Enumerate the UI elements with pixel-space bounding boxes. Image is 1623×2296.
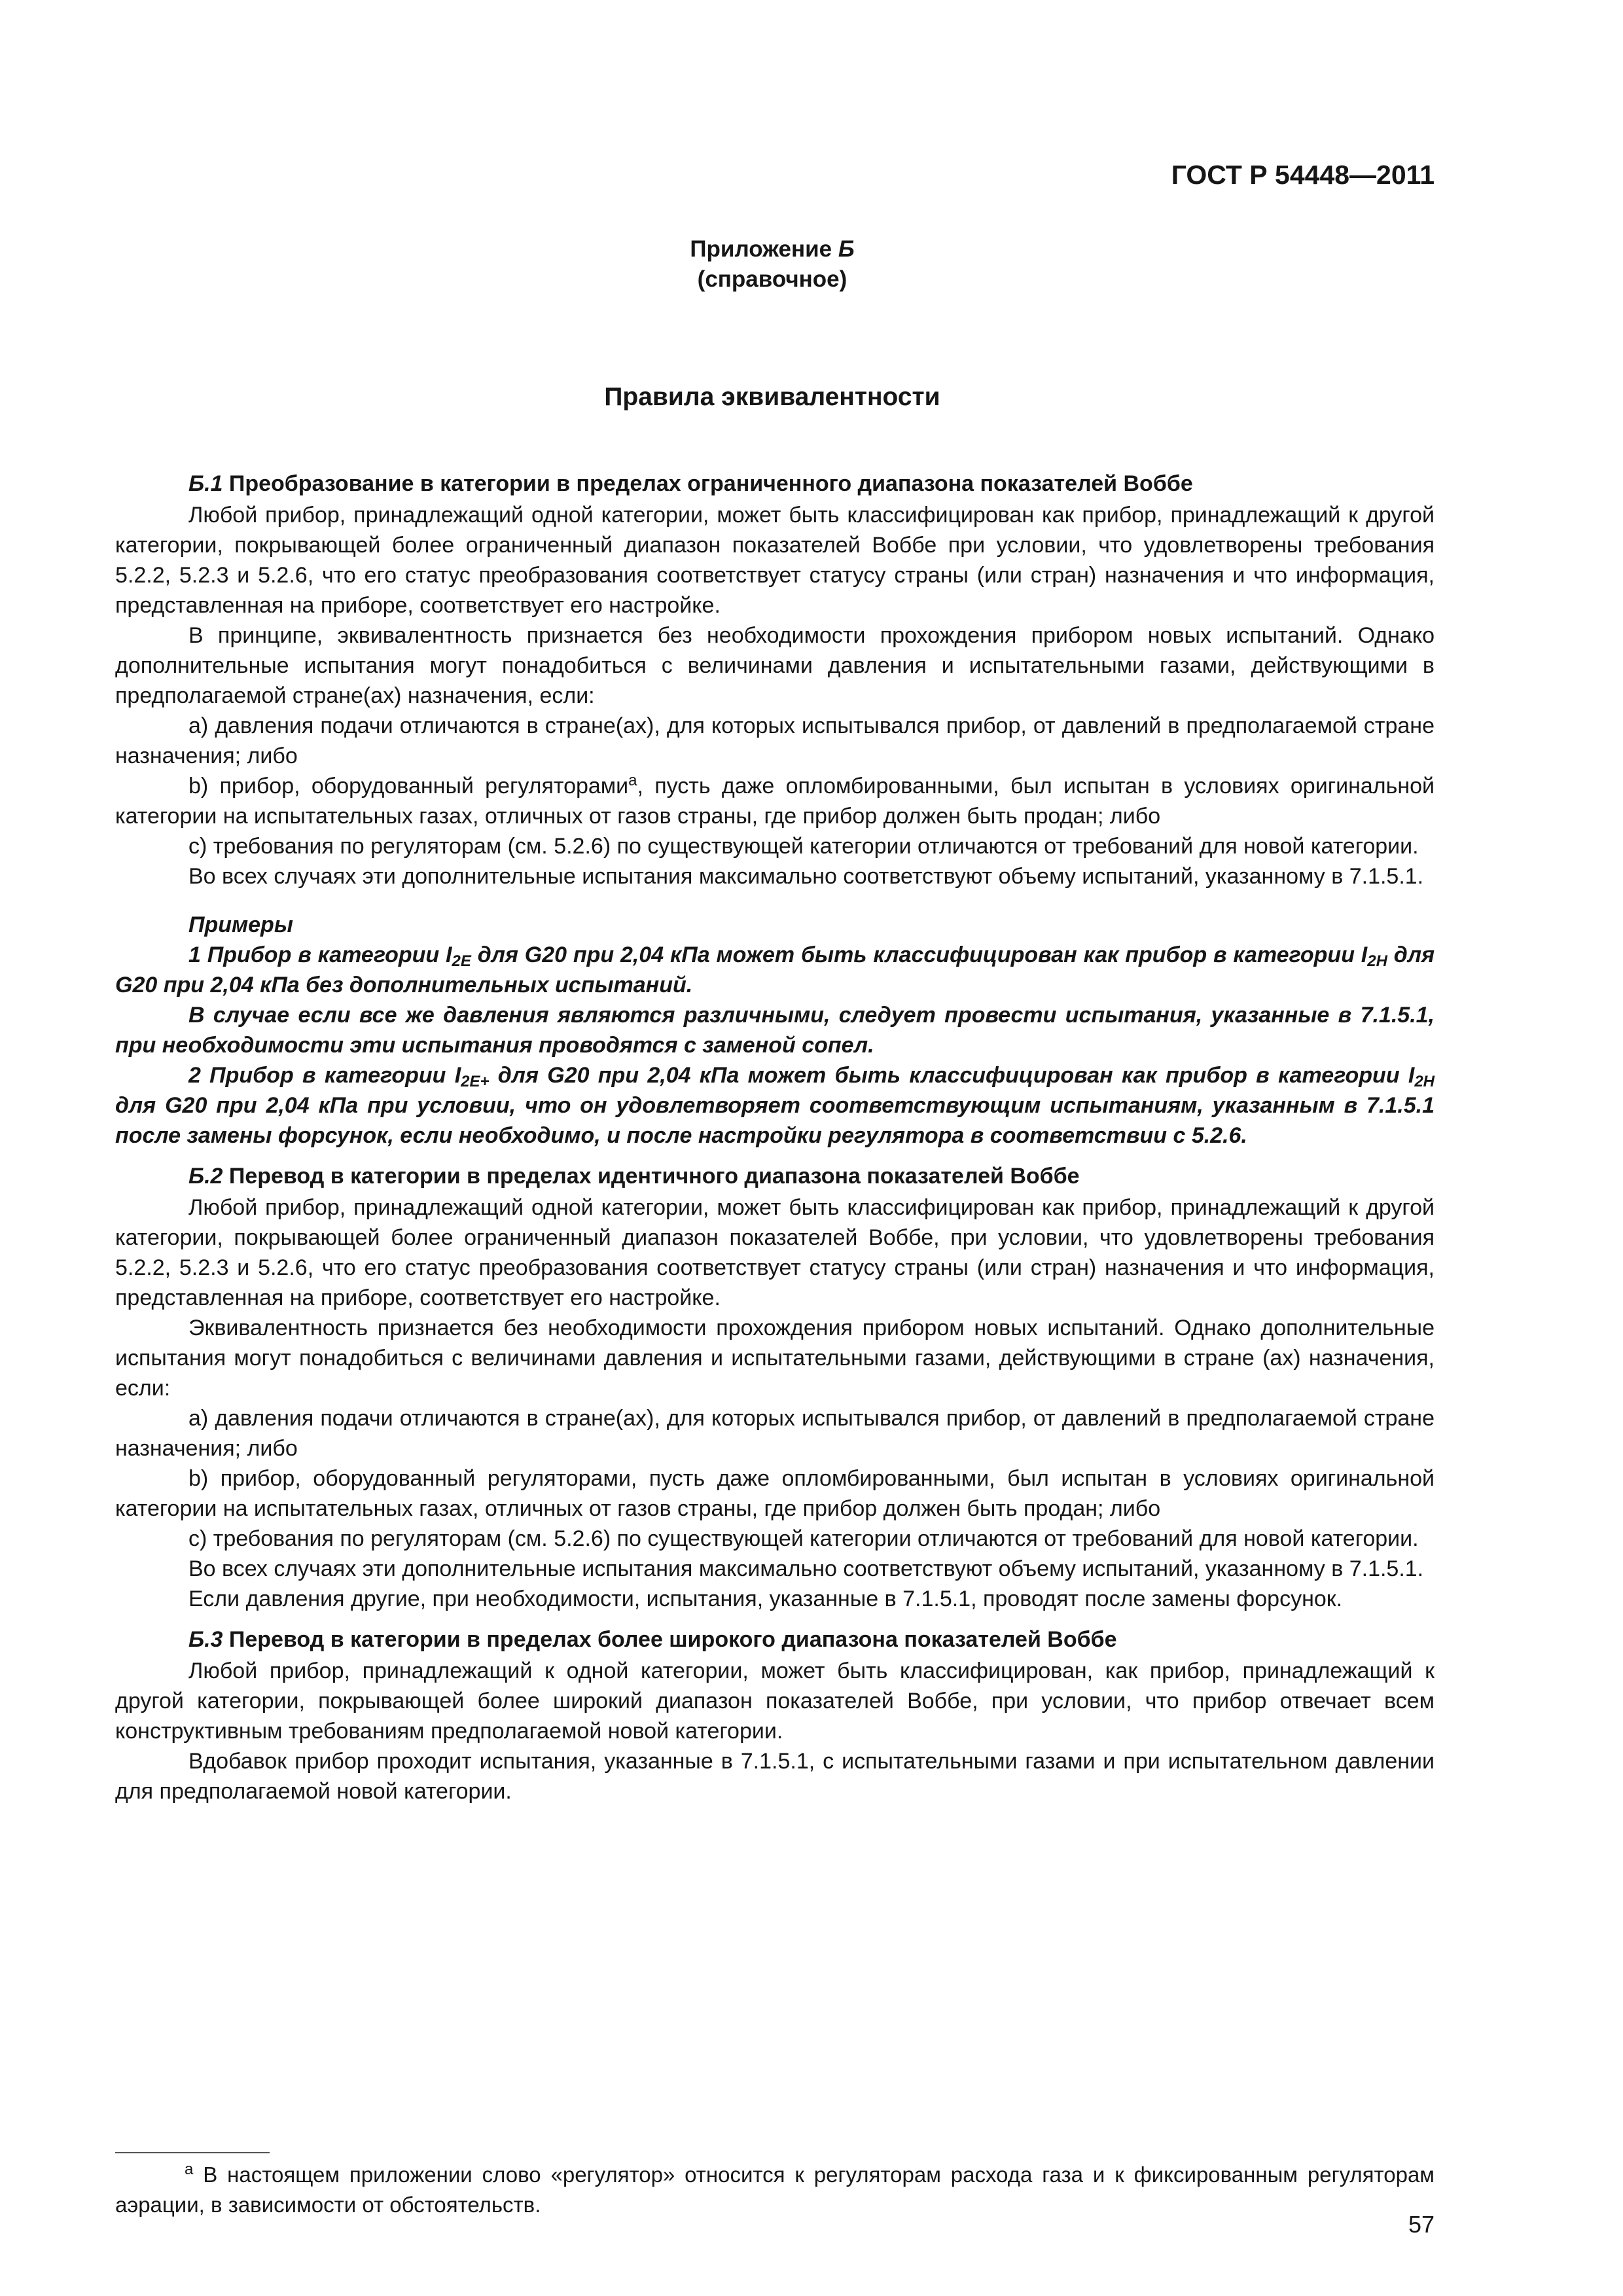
paragraph: Эквивалентность признается без необходимости прохождения прибором новых испытаний. Однако дополнительные испытания могут понадобиться с величинами давления и испытательными газами, действующими в стране (ах) назначения, если: <box>115 1316 1435 1401</box>
paragraph: Если давления другие, при необходимости, испытания, указанные в 7.1.5.1, проводят после замены форсунок. <box>188 1587 1343 1611</box>
annex-label: Приложение Б <box>690 236 855 262</box>
page-number: 57 <box>1408 2211 1435 2238</box>
paragraph: Во всех случаях эти дополнительные испытания максимально соответствуют объему испытаний, указанному в 7.1.5.1. <box>188 1556 1424 1581</box>
list-item-b: b) прибор, оборудованный регуляторами, пусть даже опломбированными, был испытан в условиях оригинальной категории на испытательных газах, отличных от газов страны, где прибор должен быть продан; либо <box>115 1466 1435 1521</box>
footnote-mark: a <box>185 2161 194 2178</box>
document-id: ГОСТ Р 54448—2011 <box>1171 160 1435 190</box>
footnote-ref: a <box>628 772 637 789</box>
paragraph: Любой прибор, принадлежащий одной категории, может быть классифицирован как прибор, принадлежащий к другой категории, покрывающей более ограниченный диапазон показателей Воббе при условии, что удовлетворены требования 5.2.2, 5.2.3 и 5.2.6, что его статус преобразования соответствует статусу страны (или стран) назначения и что информация, представленная на приборе, соответствует его настройке. <box>115 503 1435 618</box>
paragraph: Во всех случаях эти дополнительные испытания максимально соответствуют объему испытаний, указанному в 7.1.5.1. <box>188 864 1424 889</box>
list-item-c: с) требования по регуляторам (см. 5.2.6) по существующей категории отличаются от требований для новой категории. <box>188 1526 1419 1551</box>
examples-heading: Примеры <box>188 912 293 937</box>
list-item-c: с) требования по регуляторам (см. 5.2.6) по существующей категории отличаются от требований для новой категории. <box>188 834 1419 859</box>
paragraph: Любой прибор, принадлежащий к одной категории, может быть классифицирован, как прибор, принадлежащий к другой категории, покрывающей более широкий диапазон показателей Воббе, при условии, что прибор отвечает всем конструктивным требованиям предполагаемой новой категории. <box>115 1659 1435 1744</box>
paragraph: Любой прибор, принадлежащий одной категории, может быть классифицирован как прибор, принадлежащий к другой категории, покрывающей более ограниченный диапазон показателей Воббе, при условии, что удовлетворены требования 5.2.2, 5.2.3 и 5.2.6, что его статус преобразования соответствует статусу страны (или стран) назначения и что информация, представленная на приборе, соответствует его настройке. <box>115 1195 1435 1310</box>
example-1-note: В случае если все же давления являются различными, следует провести испытания, указанные в 7.1.5.1, при необходимости эти испытания проводятся с заменой сопел. <box>115 1003 1435 1058</box>
list-item-b: b) прибор, оборудованный регуляторами$^a$, пусть даже опломбированными, был испытан в условиях оригинальной категории на испытательных газах, отличных от газов страны, где прибор должен быть продан; либо <box>115 772 1435 829</box>
footnote-divider <box>115 2152 270 2153</box>
annex-title: Правила эквивалентности <box>604 383 940 411</box>
footnote: $^a$ В настоящем приложении слово «регулятор» относится к регуляторам расхода газа и к фиксированным регуляторам аэрации, в зависимости от обстоятельств. <box>115 2161 1435 2217</box>
list-item-a: а) давления подачи отличаются в стране(ах), для которых испытывался прибор, от давлений в предполагаемой стране назначения; либо <box>115 713 1435 768</box>
example-1: 1 Прибор в категории $I_{2E}$ для G20 при 2,04 кПа может быть классифицирован как прибор в категории $I_{2H}$ для G20 при 2,04 кПа без дополнительных испытаний. <box>115 942 1435 997</box>
annex-letter: Б <box>838 236 855 262</box>
annex-status: (справочное) <box>697 266 847 292</box>
section-heading-b3: Б.3 Перевод в категории в пределах более широкого диапазона показателей Воббе <box>188 1627 1117 1652</box>
list-item-a: а) давления подачи отличаются в стране(ах), для которых испытывался прибор, от давлений в предполагаемой стране назначения; либо <box>115 1406 1435 1461</box>
example-2: 2 Прибор в категории $I_{2E+}$ для G20 при 2,04 кПа может быть классифицирован как прибор в категории $I_{2H}$ для G20 при 2,04 кПа при условии, что он удовлетворяет соответствующим испытаниям, указанным в 7.1.5.1 после замены форсунок, если необходимо, и после настройки регулятора в соответствии с 5.2.6. <box>115 1063 1435 1148</box>
annex-heading <box>0 234 1544 295</box>
paragraph: Вдобавок прибор проходит испытания, указанные в 7.1.5.1, с испытательными газами и при испытательном давлении для предполагаемой новой категории. <box>115 1749 1435 1804</box>
section-heading-b2: Б.2 Перевод в категории в пределах идентичного диапазона показателей Воббе <box>188 1164 1080 1189</box>
section-heading-b1: Б.1 Преобразование в категории в пределах ограниченного диапазона показателей Воббе <box>188 471 1193 496</box>
document-body <box>115 458 1435 1806</box>
paragraph: В принципе, эквивалентность признается без необходимости прохождения прибором новых испытаний. Однако дополнительные испытания могут понадобиться с величинами давления и испытательными газами, действующими в предполагаемой стране(ах) назначения, если: <box>115 623 1435 708</box>
